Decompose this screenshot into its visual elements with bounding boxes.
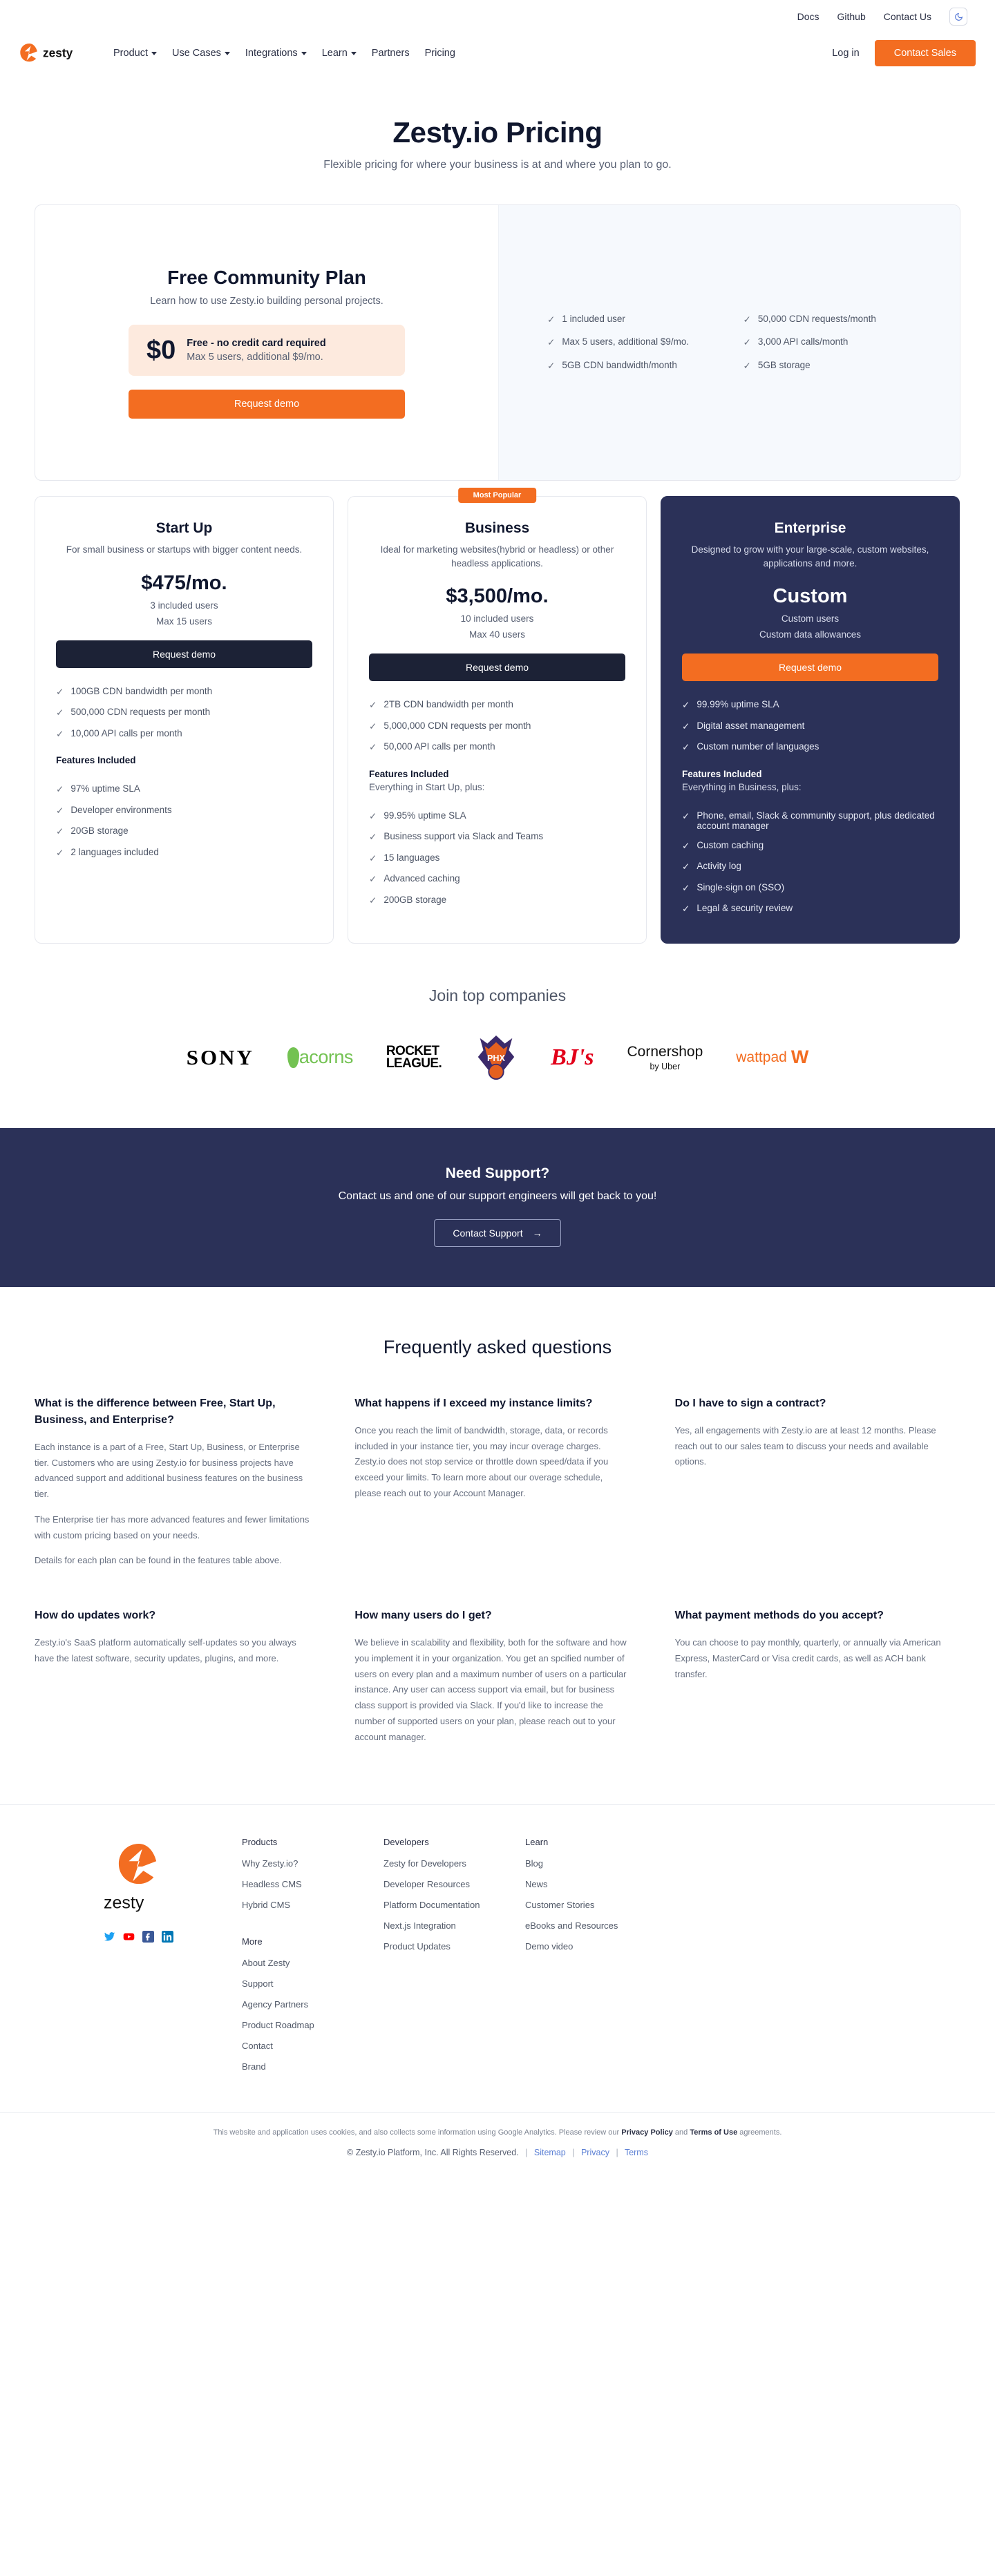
chevron-down-icon xyxy=(301,52,307,55)
feature-label: Max 5 users, additional $9/mo. xyxy=(562,336,690,347)
plan-feature-list xyxy=(369,810,625,907)
plan-users-included: Custom users xyxy=(781,613,840,624)
plan-feature-list xyxy=(682,810,938,915)
faq-question: Do I have to sign a contract? xyxy=(674,1397,826,1409)
feature-item xyxy=(682,882,938,895)
nav-item-product-label: Product xyxy=(113,48,148,59)
check-icon: ✓ xyxy=(369,895,377,906)
privacy-policy-link[interactable]: Privacy Policy xyxy=(621,2128,673,2137)
nav-item-learn[interactable] xyxy=(322,48,357,59)
check-icon: ✓ xyxy=(369,810,377,821)
support-banner xyxy=(0,1128,995,1287)
rocket-line2: LEAGUE. xyxy=(386,1056,442,1071)
faq-item xyxy=(675,1607,951,1745)
footer-link[interactable]: About Zesty xyxy=(242,1958,290,1969)
feature-label: 50,000 CDN requests/month xyxy=(757,313,876,324)
nav-item-integrations-label: Integrations xyxy=(245,48,298,59)
nav-item-use-cases[interactable] xyxy=(172,48,230,59)
feature-item xyxy=(56,805,312,817)
feature-item xyxy=(743,336,912,349)
zesty-logo-mark xyxy=(19,43,39,64)
feature-item xyxy=(682,721,938,733)
footer-column-heading: Learn xyxy=(525,1837,549,1848)
check-icon: ✓ xyxy=(547,337,556,348)
free-plan-price-line2: Max 5 users, additional $9/mo. xyxy=(187,352,323,363)
free-plan-price: $0 xyxy=(146,336,176,365)
feature-item xyxy=(743,360,912,372)
feature-label: 500,000 CDN requests per month xyxy=(70,707,211,718)
footer-link[interactable]: News xyxy=(525,1879,548,1890)
footer-link[interactable]: Demo video xyxy=(525,1941,574,1952)
contact-support-button[interactable] xyxy=(434,1219,560,1247)
faq-answer: You can choose to pay monthly, quarterly, or annually via American Express, MasterCard or Visa credit cards, as well as ACH bank transfer. xyxy=(674,1637,941,1679)
check-icon: ✓ xyxy=(56,707,64,718)
plan-quota-list xyxy=(56,686,312,741)
linkedin-icon[interactable] xyxy=(162,1931,173,1943)
nav-item-pricing[interactable]: Pricing xyxy=(424,48,455,59)
feature-item xyxy=(682,699,938,712)
features-included-subheading: Everything in Business, plus: xyxy=(682,781,802,792)
legal-bar xyxy=(0,2112,995,2178)
moon-icon xyxy=(954,12,963,21)
feature-label: Activity log xyxy=(696,861,741,872)
plan-feature-list xyxy=(56,783,312,859)
nav-item-learn-label: Learn xyxy=(321,48,348,59)
page-subtitle: Flexible pricing for where your business is at and where you plan to go. xyxy=(323,159,672,171)
twitter-icon[interactable] xyxy=(104,1931,115,1943)
features-included-heading: Features Included xyxy=(56,755,136,766)
free-plan-left xyxy=(35,205,498,480)
logo-sony xyxy=(187,1036,254,1080)
facebook-icon[interactable] xyxy=(142,1931,154,1943)
topbar-link-docs[interactable]: Docs xyxy=(797,11,819,22)
separator: | xyxy=(616,2148,618,2158)
plan-card-enterprise xyxy=(661,496,960,944)
terms-of-use-link[interactable]: Terms of Use xyxy=(690,2128,738,2137)
logos-row xyxy=(0,1036,995,1080)
most-popular-badge: Most Popular xyxy=(458,488,537,503)
hero-section xyxy=(0,73,995,196)
feature-item xyxy=(369,699,625,712)
main-navigation xyxy=(0,33,995,73)
feature-item xyxy=(369,721,625,733)
footer-link[interactable]: Brand xyxy=(242,2061,266,2072)
plan-users-max: Max 40 users xyxy=(468,629,526,640)
footer-link-columns xyxy=(242,1837,960,2082)
phx-text: PHX xyxy=(487,1053,506,1063)
svg-text:zesty: zesty xyxy=(43,46,73,60)
faq-answer: Details for each plan can be found in the features table above. xyxy=(35,1555,282,1566)
footer-link[interactable]: Platform Documentation xyxy=(383,1900,480,1911)
feature-label: 99.95% uptime SLA xyxy=(383,810,466,821)
features-included-heading: Features Included xyxy=(369,768,449,779)
cookie-notice-and: and xyxy=(672,2128,690,2137)
footer-column-heading: Products xyxy=(242,1837,278,1848)
zesty-logo-mark xyxy=(117,1842,160,1888)
nav-item-partners[interactable]: Partners xyxy=(371,48,410,59)
check-icon: ✓ xyxy=(56,847,64,858)
startup-request-demo-button[interactable]: Request demo xyxy=(56,640,312,668)
feature-item xyxy=(56,826,312,838)
business-request-demo-button[interactable]: Request demo xyxy=(369,653,625,681)
check-icon: ✓ xyxy=(547,314,556,325)
feature-label: 3,000 API calls/month xyxy=(757,336,849,347)
zesty-wordmark xyxy=(104,1892,173,1913)
faq-answer: Once you reach the limit of bandwidth, storage, data, or records included in your instance tier, you may incur overage charges. Zesty.io does not stop service or throttle down speed/data if you exceed your limits. To learn more about our overage schedule, please reach out to your Account Manager. xyxy=(354,1424,609,1498)
feature-item xyxy=(369,852,625,865)
topbar-link-contact-us[interactable]: Contact Us xyxy=(883,11,931,22)
check-icon: ✓ xyxy=(682,700,690,711)
check-icon: ✓ xyxy=(682,861,690,872)
feature-label: 1 included user xyxy=(562,313,625,324)
footer-link[interactable]: Customer Stories xyxy=(525,1900,595,1911)
footer-column-products xyxy=(242,1837,383,2082)
footer-link[interactable]: Next.js Integration xyxy=(383,1920,456,1931)
enterprise-request-demo-button[interactable]: Request demo xyxy=(682,653,938,681)
feature-label: Digital asset management xyxy=(696,720,805,731)
feature-label: 50,000 API calls per month xyxy=(383,741,495,752)
faq-heading: Frequently asked questions xyxy=(383,1336,612,1357)
social-links xyxy=(104,1931,173,1943)
check-icon: ✓ xyxy=(369,700,377,711)
plan-description: Designed to grow with your large-scale, custom websites, applications and more. xyxy=(691,544,929,569)
check-icon: ✓ xyxy=(56,826,64,837)
faq-item xyxy=(675,1395,951,1569)
copyright-text: © Zesty.io Platform, Inc. All Rights Reserved. xyxy=(347,2148,519,2158)
faq-section xyxy=(0,1287,995,1805)
free-plan-features xyxy=(498,205,960,480)
faq-question: What happens if I exceed my instance limits? xyxy=(354,1397,593,1409)
feature-item xyxy=(56,847,312,859)
plan-description: For small business or startups with bigger content needs. xyxy=(66,544,303,555)
check-icon: ✓ xyxy=(682,742,690,753)
footer-link[interactable]: Blog xyxy=(525,1858,544,1869)
check-icon: ✓ xyxy=(56,728,64,739)
faq-item xyxy=(35,1395,311,1569)
plan-quota-list xyxy=(682,699,938,754)
faq-question: How do updates work? xyxy=(35,1610,156,1622)
logo-rocket-league xyxy=(386,1036,442,1080)
faq-item xyxy=(35,1607,311,1745)
copyright-row xyxy=(0,2148,995,2157)
feature-label: Custom number of languages xyxy=(696,741,819,752)
footer-link[interactable]: Developer Resources xyxy=(383,1879,471,1890)
check-icon: ✓ xyxy=(369,852,377,864)
plan-name: Start Up xyxy=(155,520,213,536)
feature-item xyxy=(56,728,312,741)
check-icon: ✓ xyxy=(743,337,751,348)
feature-item xyxy=(369,741,625,754)
chevron-down-icon xyxy=(151,52,157,55)
logo-wattpad xyxy=(736,1036,808,1080)
plan-card-startup xyxy=(35,496,334,944)
support-text: Contact us and one of our support engineers will get back to you! xyxy=(338,1190,657,1202)
footer-column-heading: Developers xyxy=(383,1837,429,1848)
faq-answer: We believe in scalability and flexibility, both for the software and how you implement it in your organization. You get an spcified number of users on every plan and a maximum number of users on a particular instance. Any user can access support via email, but for business class support is provided via Slack. If you'd like to increase the number of supported users on your plan, please reach out to your account manager. xyxy=(354,1637,627,1742)
feature-item xyxy=(547,336,716,349)
feature-item xyxy=(547,314,716,326)
footer-link[interactable]: eBooks and Resources xyxy=(525,1920,618,1931)
customer-logos-section xyxy=(0,944,995,1128)
cornershop-name: Cornershop xyxy=(627,1043,703,1060)
plan-price: $475/mo. xyxy=(141,571,227,594)
free-plan-subtitle: Learn how to use Zesty.io building personal projects. xyxy=(150,296,383,307)
feature-item xyxy=(369,895,625,907)
plan-price: $3,500/mo. xyxy=(446,585,549,608)
faq-answer: Zesty.io's SaaS platform automatically self-updates so you always have the latest software, security updates, plugins, and more. xyxy=(35,1637,296,1663)
footer-link[interactable]: Product Roadmap xyxy=(242,2020,314,2031)
rocket-line1: ROCKET xyxy=(386,1043,439,1058)
footer-column-learn xyxy=(525,1837,667,2082)
check-icon: ✓ xyxy=(682,904,690,915)
contact-support-label: Contact Support xyxy=(453,1227,523,1239)
check-icon: ✓ xyxy=(369,874,377,885)
youtube-icon[interactable] xyxy=(123,1931,135,1943)
check-icon: ✓ xyxy=(682,721,690,732)
footer-link[interactable]: Zesty for Developers xyxy=(383,1858,466,1869)
plan-price: Custom xyxy=(773,585,848,608)
footer-link[interactable]: Why Zesty.io? xyxy=(242,1858,298,1869)
faq-answer: Yes, all engagements with Zesty.io are at least 12 months. Please reach out to our sales team to discuss your needs and available options. xyxy=(674,1424,936,1467)
footer-link[interactable]: Support xyxy=(242,1978,274,1990)
free-plan-price-line1: Free - no credit card required xyxy=(187,338,326,349)
contact-sales-button[interactable]: Contact Sales xyxy=(875,40,976,66)
privacy-link[interactable]: Privacy xyxy=(580,2148,609,2158)
footer-subcolumn-more xyxy=(242,1936,383,2072)
free-plan-card xyxy=(35,204,960,481)
login-link[interactable]: Log in xyxy=(832,48,860,59)
plan-users-included: 3 included users xyxy=(150,600,218,611)
plan-quota-list xyxy=(369,699,625,754)
cookie-notice-pre: This website and application uses cookies, and also collects some information using Google Analytics. Please review our xyxy=(213,2128,622,2137)
plan-users-max: Max 15 users xyxy=(155,616,213,627)
arrow-right-icon: → xyxy=(532,1227,542,1239)
footer-link[interactable]: Product Updates xyxy=(383,1941,451,1952)
acorn-icon xyxy=(287,1047,299,1068)
dark-mode-toggle[interactable] xyxy=(949,8,967,26)
feature-label: 5GB CDN bandwidth/month xyxy=(562,359,677,370)
feature-item xyxy=(56,686,312,698)
check-icon: ✓ xyxy=(682,840,690,851)
feature-label: Legal & security review xyxy=(696,903,793,914)
features-included-heading: Features Included xyxy=(682,768,762,779)
feature-label: Developer environments xyxy=(70,804,172,815)
faq-grid xyxy=(35,1395,960,1746)
plan-users-max: Custom data allowances xyxy=(759,629,862,640)
feature-label: 99.99% uptime SLA xyxy=(696,699,779,710)
sitemap-link[interactable]: Sitemap xyxy=(533,2148,566,2158)
feature-label: 97% uptime SLA xyxy=(70,783,140,794)
feature-item xyxy=(369,873,625,886)
plan-name: Business xyxy=(464,520,530,536)
check-icon: ✓ xyxy=(743,314,751,325)
feature-item xyxy=(369,831,625,843)
terms-link[interactable]: Terms xyxy=(624,2148,648,2158)
feature-item xyxy=(369,810,625,823)
logo-acorns xyxy=(287,1036,353,1080)
nav-links xyxy=(113,48,455,59)
separator: | xyxy=(572,2148,575,2158)
feature-item xyxy=(682,810,938,831)
logo-bjs xyxy=(551,1036,594,1080)
feature-label: Business support via Slack and Teams xyxy=(383,831,544,842)
faq-question: How many users do I get? xyxy=(354,1610,492,1622)
nav-item-use-cases-label: Use Cases xyxy=(171,48,221,59)
nav-actions xyxy=(832,40,976,66)
chevron-down-icon xyxy=(225,52,230,55)
feature-label: Advanced caching xyxy=(383,873,460,884)
check-icon: ✓ xyxy=(743,360,751,371)
check-icon: ✓ xyxy=(56,805,64,816)
faq-answer: Each instance is a part of a Free, Start Up, Business, or Enterprise tier. Customers who are using Zesty.io for business projects have advanced support and additional business features on the business tier. xyxy=(35,1441,303,1500)
nav-item-integrations[interactable] xyxy=(245,48,307,59)
separator: | xyxy=(525,2148,528,2158)
check-icon: ✓ xyxy=(56,686,64,697)
feature-label: 2TB CDN bandwidth per month xyxy=(383,699,513,710)
pricing-plans xyxy=(35,491,960,944)
nav-item-product[interactable] xyxy=(113,48,157,59)
feature-item xyxy=(547,360,716,372)
check-icon: ✓ xyxy=(682,810,690,821)
footer-column-developers xyxy=(383,1837,525,2082)
free-plan-title: Free Community Plan xyxy=(167,267,366,288)
faq-answer: The Enterprise tier has more advanced features and fewer limitations with custom pricing based on your needs. xyxy=(35,1514,310,1540)
faq-item xyxy=(354,1395,631,1569)
bjs-logo-text: BJ's xyxy=(551,1044,594,1070)
feature-label: 20GB storage xyxy=(70,826,129,837)
wattpad-text: wattpad xyxy=(736,1049,787,1065)
faq-question: What payment methods do you accept? xyxy=(674,1610,884,1622)
cookie-notice-post: agreements. xyxy=(737,2128,782,2137)
footer-brand xyxy=(35,1837,242,2082)
check-icon: ✓ xyxy=(56,784,64,795)
chevron-down-icon xyxy=(351,52,357,55)
utility-bar xyxy=(0,0,995,33)
page-title: Zesty.io Pricing xyxy=(392,116,603,149)
topbar-link-github[interactable]: Github xyxy=(837,11,866,22)
feature-label: Custom caching xyxy=(696,839,764,850)
free-plan-request-demo-button[interactable]: Request demo xyxy=(129,390,405,419)
plan-description: Ideal for marketing websites(hybrid or headless) or other headless applications. xyxy=(380,544,614,569)
faq-item xyxy=(354,1607,631,1745)
feature-item xyxy=(682,861,938,873)
feature-label: 5GB storage xyxy=(757,359,811,370)
logos-heading: Join top companies xyxy=(428,986,567,1004)
logo-phoenix-suns xyxy=(475,1036,518,1080)
check-icon: ✓ xyxy=(369,721,377,732)
feature-label: Single-sign on (SSO) xyxy=(696,881,785,893)
features-included-subheading: Everything in Start Up, plus: xyxy=(369,781,485,792)
feature-label: 5,000,000 CDN requests per month xyxy=(383,720,531,731)
feature-item xyxy=(56,783,312,796)
feature-item xyxy=(56,707,312,719)
cornershop-byline: by Uber xyxy=(650,1061,681,1071)
plan-name: Enterprise xyxy=(774,520,846,536)
plan-card-business xyxy=(348,491,647,944)
acorns-logo-text: acorns xyxy=(298,1047,353,1068)
zesty-wordmark xyxy=(43,46,95,61)
phx-suns-icon xyxy=(475,1034,518,1081)
feature-item xyxy=(682,741,938,754)
zesty-logo[interactable] xyxy=(19,43,95,64)
check-icon: ✓ xyxy=(369,742,377,753)
cookie-notice xyxy=(0,2128,995,2137)
plan-users-included: 10 included users xyxy=(460,613,534,624)
footer-link[interactable]: Headless CMS xyxy=(242,1879,302,1890)
check-icon: ✓ xyxy=(682,882,690,893)
feature-label: 100GB CDN bandwidth per month xyxy=(70,685,213,696)
feature-label: 15 languages xyxy=(383,852,440,863)
faq-question: What is the difference between Free, Start Up, Business, and Enterprise? xyxy=(35,1397,276,1426)
feature-label: 2 languages included xyxy=(70,846,159,857)
sony-logo-text: SONY xyxy=(186,1044,254,1069)
footer-column-heading: More xyxy=(242,1936,263,1947)
feature-item xyxy=(682,840,938,852)
site-footer xyxy=(0,1804,995,2178)
footer-link[interactable]: Hybrid CMS xyxy=(242,1900,291,1911)
feature-label: Phone, email, Slack & community support, plus dedicated account manager xyxy=(696,810,935,831)
support-title: Need Support? xyxy=(445,1165,550,1181)
footer-link[interactable]: Agency Partners xyxy=(242,1999,309,2010)
feature-item xyxy=(682,903,938,915)
check-icon: ✓ xyxy=(369,832,377,843)
feature-item xyxy=(743,314,912,326)
logo-cornershop xyxy=(627,1036,703,1080)
feature-label: 200GB storage xyxy=(383,894,447,905)
footer-link[interactable]: Contact xyxy=(242,2041,273,2052)
check-icon: ✓ xyxy=(547,360,556,371)
wattpad-mark: W xyxy=(790,1047,809,1068)
feature-label: 10,000 API calls per month xyxy=(70,727,182,738)
footer-brand-text: zesty xyxy=(104,1893,144,1913)
free-plan-price-box xyxy=(129,325,405,376)
